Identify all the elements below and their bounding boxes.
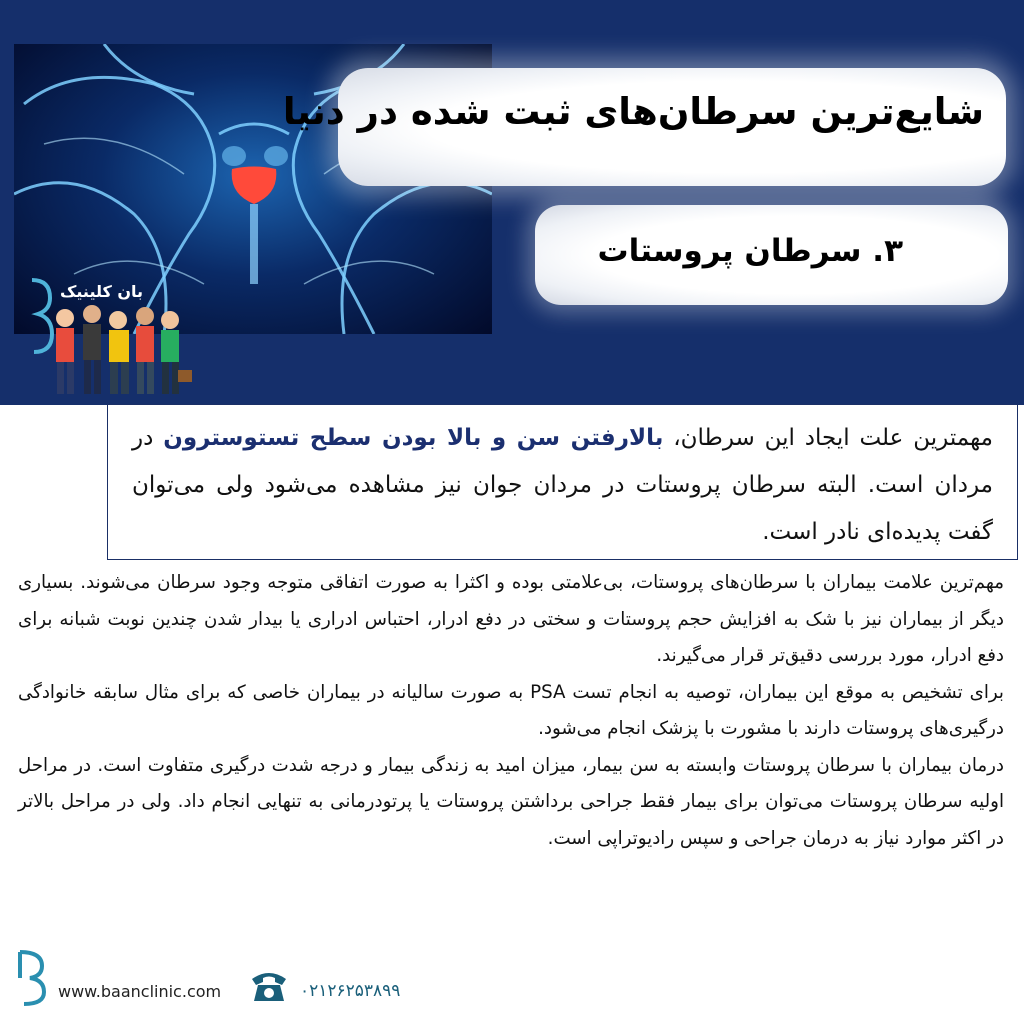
brand-name: بان کلینیک <box>60 282 144 301</box>
highlight-paragraph <box>132 415 993 556</box>
article-paragraph-symptoms: مهم‌ترین علامت بیماران با سرطان‌های پروستات، بی‌علامتی بوده و اکثرا به صورت اتفاقی متوجه وجود سرطان می‌شوند. بسیاری دیگر از بیماران نیز با شک به افزایش حجم پروستات و سختی در دفع ادرار، احتباس ادراری یا بیدار شدن چندین نوبت شبانه برای دفع ادرار، مورد بررسی دقیق‌تر قرار می‌گیرند. <box>18 572 1004 666</box>
header-banner <box>0 0 1024 405</box>
title-box <box>282 68 1006 186</box>
brand-mascot-group <box>10 270 240 405</box>
article-body <box>18 565 1004 857</box>
telephone-icon <box>248 965 290 1005</box>
phone-number[interactable]: ۰۲۱۲۶۲۵۳۸۹۹ <box>300 981 401 1001</box>
highlight-bold: بالارفتن سن و بالا بودن سطح تستوسترون <box>163 425 664 451</box>
subtitle-box <box>535 205 1008 305</box>
page-subtitle: ۳. سرطان پروستات <box>597 233 903 269</box>
highlight-text-1: مهمترین علت ایجاد این سرطان، <box>663 425 993 451</box>
page-title: شایع‌ترین سرطان‌های ثبت شده در دنیا <box>282 90 984 133</box>
article-paragraph-treatment: درمان بیماران با سرطان پروستات وابسته به سن بیمار، میزان امید به زندگی بیمار و درجه شدت درگیری متفاوت است. در مراحل اولیه سرطان پروستات می‌توان برای بیمار فقط جراحی برداشتن پروستات یا پرتودرمانی به تنهایی انجام داد. ولی در مراحل بالاتر در اکثر موارد نیاز به درمان جراحی و سپس رادیوتراپی است. <box>18 754 1004 849</box>
highlight-text-2: در مردان است. البته سرطان پروستات در مردان جوان نیز مشاهده می‌شود ولی می‌توان گفت پدیده‌ای نادر است. <box>132 425 993 545</box>
highlight-box <box>107 404 1018 560</box>
website-link[interactable]: www.baanclinic.com <box>58 982 222 1001</box>
article-paragraph-diagnosis: برای تشخیص به موقع این بیماران، توصیه به انجام تست PSA به صورت سالیانه در بیماران خاصی که برای مثال سابقه خانوادگی درگیری‌های پروستات دارند با مشورت با پزشک انجام می‌شود. <box>18 681 1004 739</box>
baanclinic-logo-icon <box>12 948 48 1006</box>
